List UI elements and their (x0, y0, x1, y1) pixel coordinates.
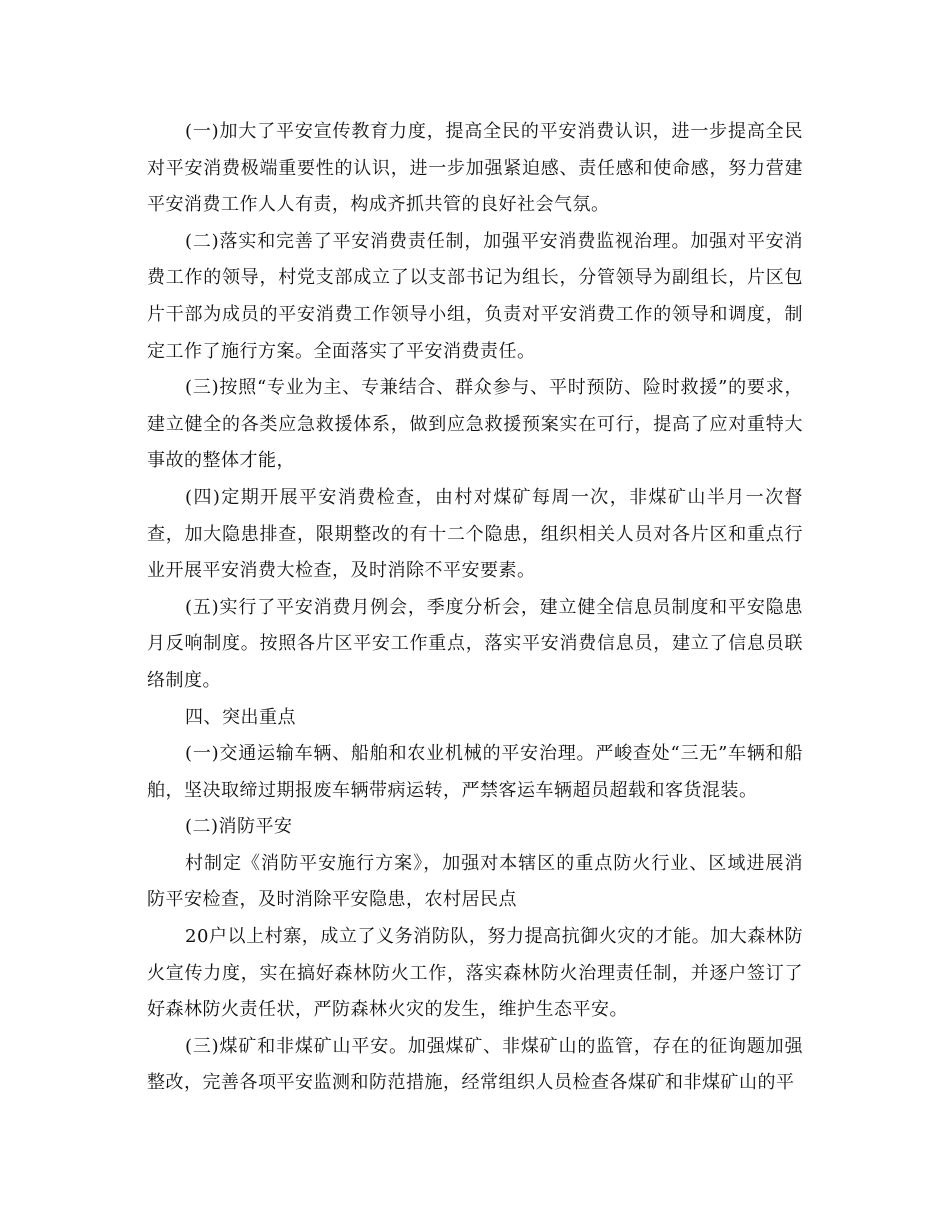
paragraph-6: (一)交通运输车辆、船舶和农业机械的平安治理。严峻查处“三无”车辆和船舶，坚决取缔过期报废车辆带病运转，严禁客运车辆超员超载和客货混装。 (147, 743, 803, 801)
paragraph-9: (三)煤矿和非煤矿山平安。加强煤矿、非煤矿山的监管，存在的征询题加强整改，完善各项平安监测和防范措施，经常组织人员检查各煤矿和非煤矿山的平 (147, 1035, 803, 1094)
paragraph-2: (二)落实和完善了平安消费责任制，加强平安消费监视治理。加强对平安消费工作的领导，村党支部成立了以支部书记为组长，分管领导为副组长，片区包片干部为成员的平安消费工作领导小组，负责对平安消费工作的领导和调度，制定工作了施行方案。全面落实了平安消费责任。 (147, 230, 803, 362)
document-body (147, 114, 803, 1102)
paragraph-1: (一)加大了平安宣传教育力度，提高全民的平安消费认识，进一步提高全民对平安消费极端重要性的认识，进一步加强紧迫感、责任感和使命感，努力营建平安消费工作人人有责，构成齐抓共管的良好社会气氛。 (147, 121, 803, 216)
paragraph-7: 村制定《消防平安施行方案》，加强对本辖区的重点防火行业、区域进展消防平安检查，及时消除平安隐患，农村居民点 (147, 852, 803, 911)
paragraph-5: (五)实行了平安消费月例会，季度分析会，建立健全信息员制度和平安隐患月反响制度。按照各片区平安工作重点，落实平安消费信息员，建立了信息员联络制度。 (147, 596, 803, 691)
paragraph-4: (四)定期开展平安消费检查，由村对煤矿每周一次，非煤矿山半月一次督查，加大隐患排查，限期整改的有十二个隐患，组织相关人员对各片区和重点行业开展平安消费大检查，及时消除不平安要素。 (147, 486, 803, 582)
paragraph-3: (三)按照“专业为主、专兼结合、群众参与、平时预防、险时救援”的要求，建立健全的各类应急救援体系，做到应急救援预案实在可行，提高了应对重特大事故的整体才能， (147, 377, 803, 472)
section-heading-4: 四、突出重点 (185, 706, 296, 728)
paragraph-8: 20户以上村寨，成立了义务消防队，努力提高抗御火灾的才能。加大森林防火宣传力度，实在搞好森林防火工作，落实森林防火治理责任制，并逐户签订了好森林防火责任状，严防森林火灾的发生，维护生态平安。 (147, 926, 803, 1021)
subheading-fire-safety: (二)消防平安 (185, 816, 293, 838)
